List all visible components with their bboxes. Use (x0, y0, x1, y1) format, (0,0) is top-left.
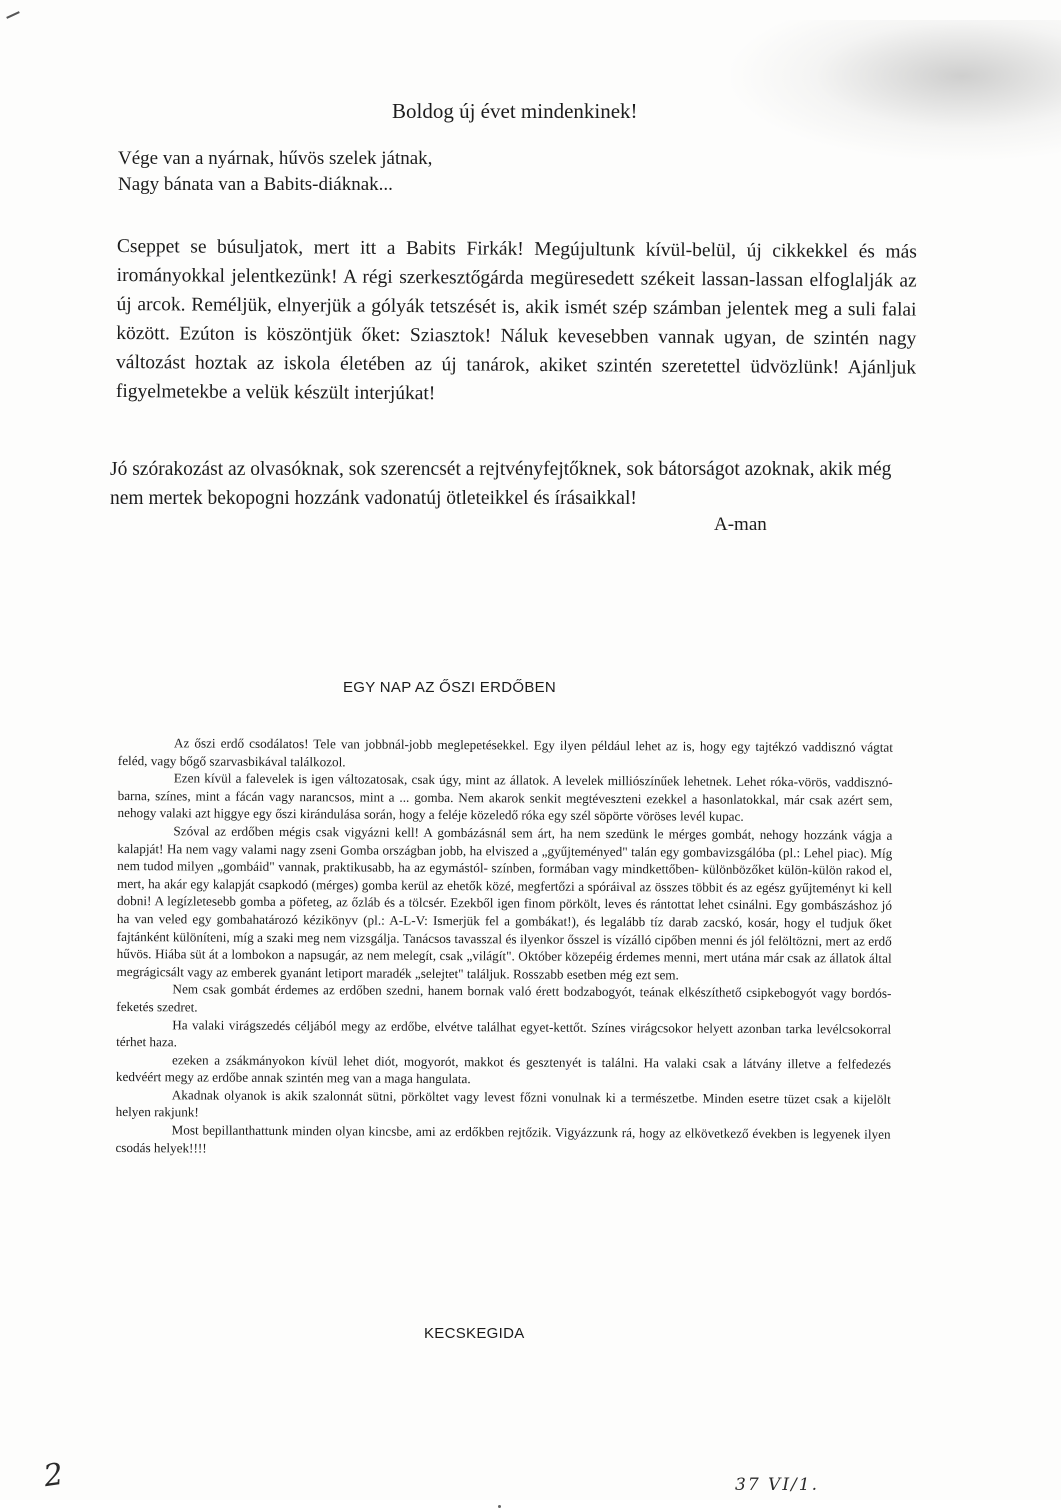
article-paragraph: Most bepillanthattunk minden olyan kincsbe, ami az erdőkben rejtőzik. Vigyázzunk rá, hogy az elkövetkező években is legyenek ilyen csodás helyek!!!! (115, 1122, 891, 1156)
handwritten-page-number: 2 (41, 1456, 66, 1494)
pen-mark (6, 11, 20, 19)
article-paragraph: Ha valaki virágszedés céljából megy az erdőbe, elvétve találhat egyet-kettőt. Színes virágcsokor helyett azonban tarka levélcsokorral térhet haza. (116, 1016, 892, 1050)
article-paragraph: Ezen kívül a falevelek is igen változatosak, csak úgy, mint az állatok. A levelek milliószínűek lehetnek. Lehet róka-vörös, vaddisznó-barna, színes, mint a fácán vagy narancsos, mint a ... gomba. Nem akarok senkit megtéveszteni ezekkel a hasonlatokkal, már csak azért sem, nehogy valaki azt higgye egy őszi kirándulása során, hogy a feléje közeledő róka egy szél söpörte vöröses levél kupac. (117, 770, 893, 825)
article-paragraph: Akadnak olyanok is akik szalonnát sütni, pörköltet vagy levest főzni vonulnak ki a természetbe. Minden esetre tüzet csak a kijelölt helyen rakjunk! (115, 1087, 891, 1120)
article-paragraph: ezeken a zsákmányokon kívül lehet diót, mogyorót, makkot és gesztenyét is találni. Ha valaki csak a látvány illetve a felfedezés kedvéért megy az erdőbe annak szintén meg van a maga hangulata. (115, 1052, 892, 1087)
article-paragraph: Nem csak gombát érdemes az erdőben szedni, hanem bornak való érett bodzabogyót, teának elkészíthető csipkebogyót vagy bordós-feketés szedret. (116, 981, 892, 1015)
article-signature: KECSKEGIDA (424, 1325, 525, 1342)
article-paragraph: Szóval az erdőben mégis csak vigyázni kell! A gombázásnál sem árt, ha nem szedünk le mérges gombát, nehogy hozzánk vágja a kalapját! Ha nem vagy valami nagy zseni Gomba országban jobb, ha elviszed a „gyűjteményed" talán egy gombavizsgálóba (pl.: Lehel piac). Míg nem tudod milyen „gombáid" vannak, praktikusabb, ha az egymástól- színben, formában vagy mindkettőben- különbözőket külön-külön rakod el, mert, ha akár egy kalapját csapkodó (mérges) gomba kerül az ehetők közé, megfertőzi a spóráival az összes többit és az egész gyűjteményt ki kell dobni! A legízletesebb gomba a pöfeteg, az őzláb és a tölcsér. Ezekből igen finom pörkölt, leves és rántottat lehet csinálni. Egy gombászáshoz jó ha van veled egy gombahatározó kézikönyv (pl.: A-L-V: Ismerjük fel a gombákat!), és legalább tíz darab zacskó, kosár, hogy el tudjuk őket fajtánként különíteni, míg a szaki meg nem vizsgálja. Tanácsos tavasszal és ilyenkor ősszel is vízálló cipőben menni és jól felöltözni, mert az erdő hűvös. Hiába süt át a lombokon a napsugár, az nem melegít, csak „világít". Október közepéig érdemes menni, mert utána már csak az állatok által megrágicsált vagy az emberek gyanánt letiport maradék „selejtet" találjuk. Rosszabb esetben még ezt sem. (116, 823, 893, 983)
scan-smudge (731, 20, 1061, 160)
intro-signature: A-man (714, 514, 767, 535)
article-paragraph: Az őszi erdő csodálatos! Tele van jobbnál-jobb meglepetésekkel. Egy ilyen például lehet az is, hogy egy tajtékzó vaddisznó vágtat feléd, vagy bőgő szarvasbikával találkozol. (117, 735, 893, 769)
poem-line: Nagy bánata van a Babits-diáknak... (118, 174, 393, 195)
article-body (115, 734, 893, 1161)
handwritten-archive-note: 37 VI/1. (735, 1475, 819, 1495)
poem-line: Vége van a nyárnak, hűvös szelek játnak, (118, 148, 433, 169)
intro-paragraph: Cseppet se búsuljatok, mert itt a Babits Firkák! Megújultunk kívül-belül, új cikkekkel és más irományokkal jelentkezünk! A régi szerkesztőgárda megüresedett székeit lassan-lassan elfoglalják az új arcok. Reméljük, elnyerjük a gólyák tetszését is, akik ismét szép számban jelentek meg a suli falai között. Ezúton is köszöntjük őket: Sziasztok! Náluk kevesebben vannak ugyan, de szintén nagy változást hoztak az iskola életében az új tanárok, akiket szintén szeretettel üdvözlünk! Ajánljuk figyelmetekbe a velük készült interjúkat! (115, 235, 917, 405)
article-title: EGY NAP AZ ŐSZI ERDŐBEN (343, 679, 557, 696)
greeting-heading: Boldog új évet mindenkinek! (392, 99, 638, 123)
opening-poem (118, 146, 432, 198)
closing-paragraph: Jó szórakozást az olvasóknak, sok szerencsét a rejtvényfejtőknek, sok bátorságot azoknak, akik még nem mertek bekopogni hozzánk vadonatúj ötleteikkel és írásaikkal! (110, 459, 892, 509)
